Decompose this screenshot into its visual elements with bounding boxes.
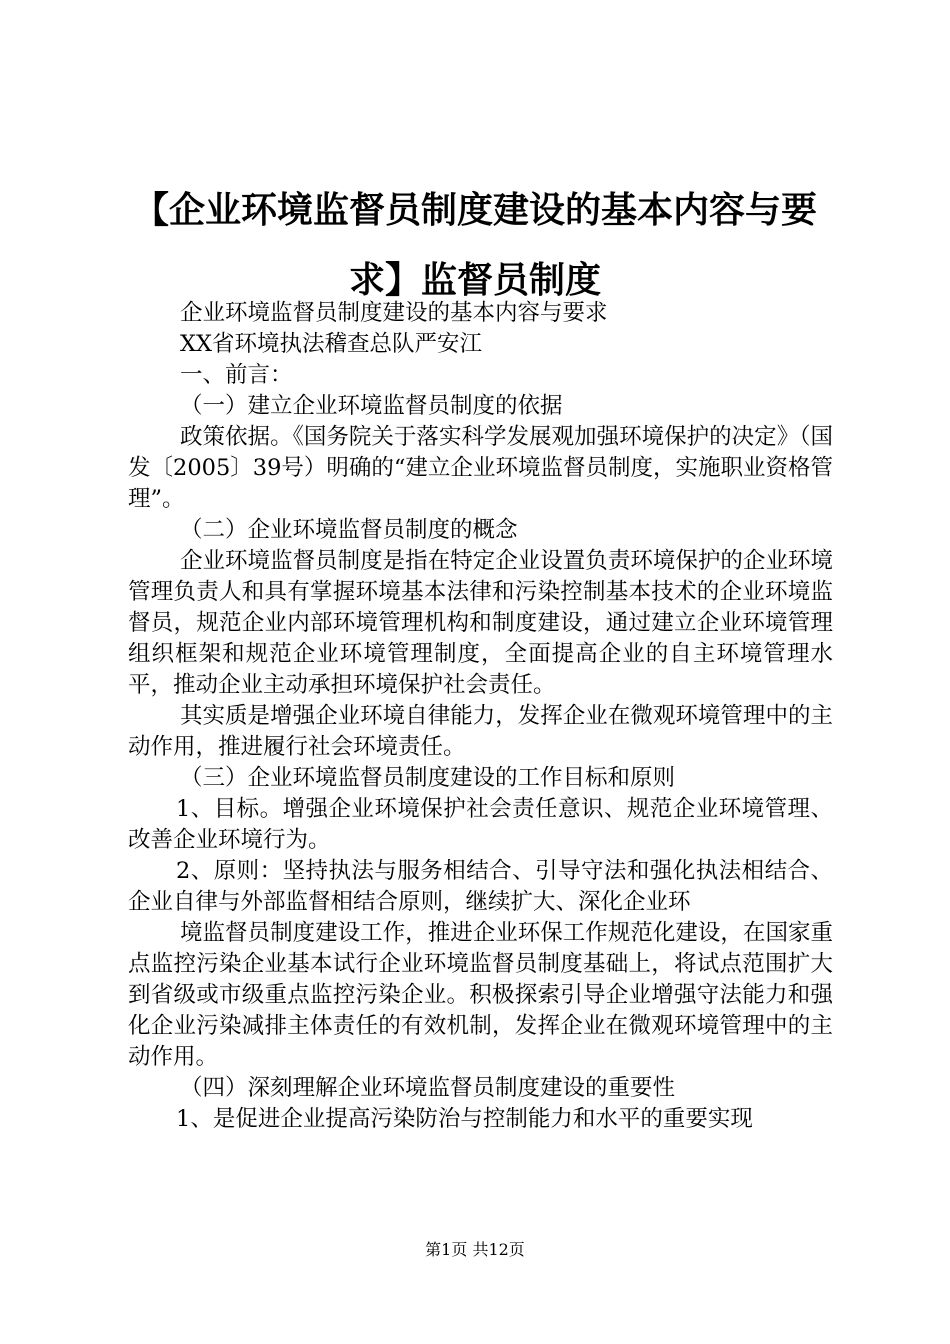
title-line-2: 求】监督员制度 xyxy=(348,260,601,301)
paragraph-subheading-4: （四）深刻理解企业环境监督员制度建设的重要性 xyxy=(180,1075,676,1101)
title-line-1: 【企业环境监督员制度建设的基本内容与要 xyxy=(132,190,817,231)
paragraph-subheading-1: （一）建立企业环境监督员制度的依据 xyxy=(180,393,563,419)
paragraph-author: XX省环境执法稽查总队严安江 xyxy=(180,331,483,357)
paragraph-subheading-2: （二）企业环境监督员制度的概念 xyxy=(180,517,518,543)
paragraph-subheading-3: （三）企业环境监督员制度建设的工作目标和原则 xyxy=(180,765,676,791)
page-footer: 第1页 共12页 xyxy=(425,1240,525,1259)
paragraph-policy-basis: 政策依据。《国务院关于落实科学发展观加强环境保护的决定》（国发〔2005〕39号）明确的“建立企业环境监督员制度，实施职业资格管理”。 xyxy=(128,424,833,512)
paragraph-essence: 其实质是增强企业环境自律能力，发挥企业在微观环境管理中的主动作用，推进履行社会环境责任。 xyxy=(128,703,833,760)
paragraph-importance-1: 1、是促进企业提高污染防治与控制能力和水平的重要实现 xyxy=(176,1106,753,1132)
document-body xyxy=(128,298,833,1135)
paragraph-continuation: 境监督员制度建设工作，推进企业环保工作规范化建设，在国家重点监控污染企业基本试行企业环境监督员制度基础上，将试点范围扩大到省级或市级重点监控污染企业。积极探索引导企业增强守法能力和强化企业污染减排主体责任的有效机制，发挥企业在微观环境管理中的主动作用。 xyxy=(128,920,833,1070)
paragraph-section-heading: 一、前言： xyxy=(180,362,293,388)
document-title xyxy=(110,176,840,316)
paragraph-concept: 企业环境监督员制度是指在特定企业设置负责环境保护的企业环境管理负责人和具有掌握环境基本法律和污染控制基本技术的企业环境监督员，规范企业内部环境管理机构和制度建设，通过建立企业环境管理组织框架和规范企业环境管理制度，全面提高企业的自主环境管理水平，推动企业主动承担环境保护社会责任。 xyxy=(128,548,833,698)
paragraph-principle: 2、原则：坚持执法与服务相结合、引导守法和强化执法相结合、企业自律与外部监督相结合原则，继续扩大、深化企业环 xyxy=(128,858,833,915)
paragraph-subtitle: 企业环境监督员制度建设的基本内容与要求 xyxy=(180,300,608,326)
paragraph-goal: 1、目标。增强企业环境保护社会责任意识、规范企业环境管理、改善企业环境行为。 xyxy=(128,796,833,853)
